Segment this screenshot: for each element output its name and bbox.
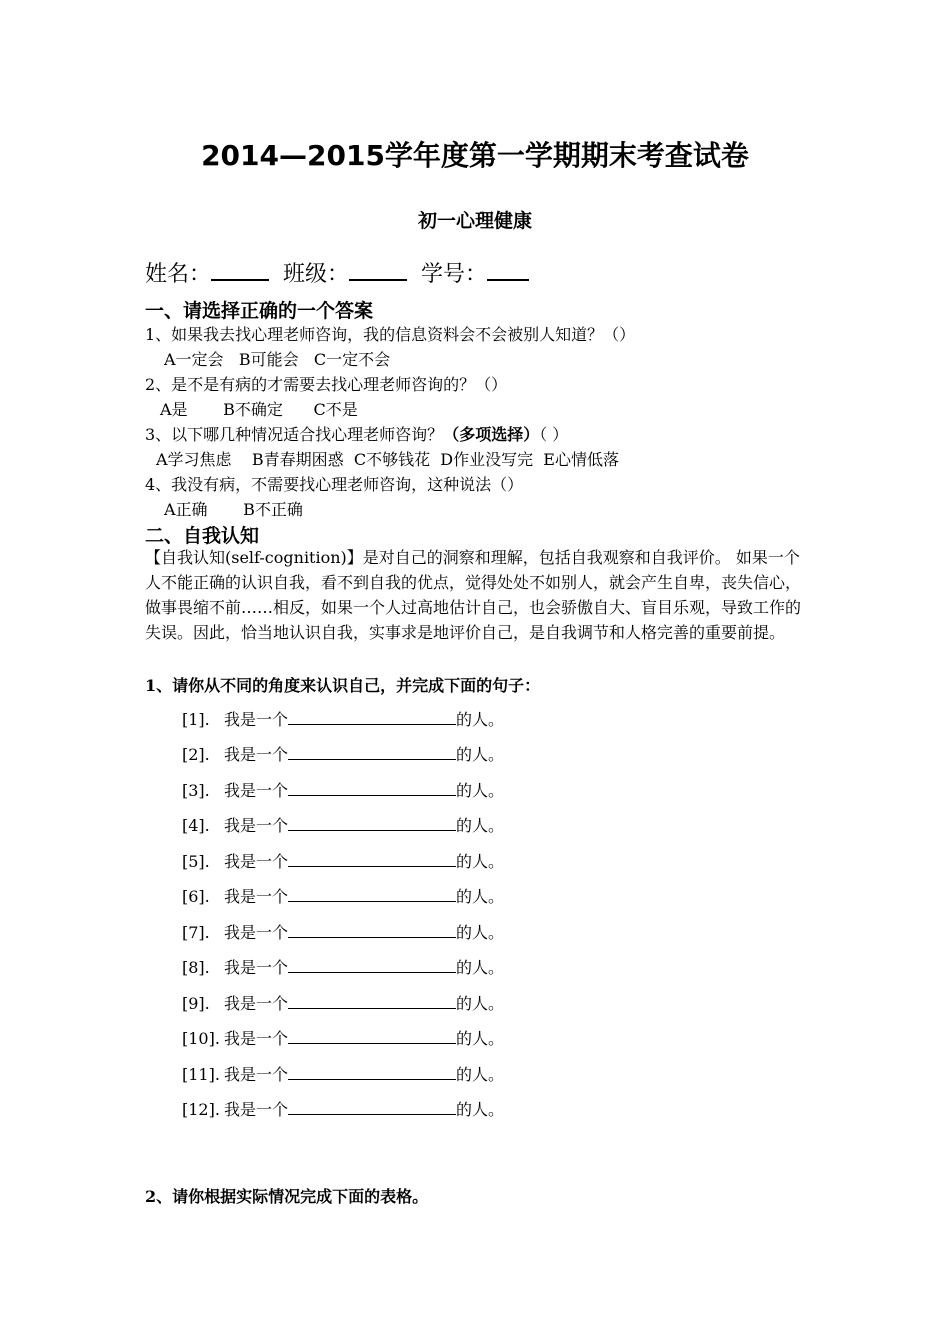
- question-1-options: [164, 347, 390, 370]
- sentence-row: [2]. 我是一个 的人。: [182, 745, 505, 764]
- task-2-instruction: 2、请你根据实际情况完成下面的表格。: [145, 1187, 429, 1206]
- option[interactable]: A正确: [164, 500, 208, 519]
- option[interactable]: C不够钱花: [353, 450, 431, 469]
- name-label: 姓名：: [145, 262, 212, 287]
- question-3-multi-note: （多项选择）: [443, 425, 540, 444]
- self-cognition-paragraph: 【自我认知(self-cognition)】是对自己的洞察和理解，包括自我观察和自我评价。 如果一个人不能正确的认识自我，看不到自我的优点，觉得处处不如别人，就会产生自卑，丧失信心，做事畏缩不前……相反，如果一个人过高地估计自己，也会骄傲自大、盲目乐观，导致工作的失误。因此，恰当地认识自我，实事求是地评价自己，是自我调节和人格完善的重要前提。: [145, 548, 802, 642]
- class-label: 班级：: [283, 262, 350, 287]
- option[interactable]: C不是: [313, 400, 358, 419]
- section2-heading: 二、自我认知: [145, 525, 260, 547]
- answer-blank[interactable]: [288, 745, 456, 760]
- id-label: 学号：: [421, 262, 488, 287]
- question-4-options: [164, 497, 303, 520]
- option[interactable]: A是: [160, 400, 188, 419]
- option[interactable]: E心情低落: [543, 450, 619, 469]
- sentence-row: [4]. 我是一个 的人。: [182, 816, 505, 835]
- option[interactable]: B青春期困惑: [251, 450, 344, 469]
- option[interactable]: B不确定: [223, 400, 283, 419]
- class-blank[interactable]: [349, 261, 407, 281]
- option[interactable]: B不正确: [243, 500, 303, 519]
- answer-blank[interactable]: [288, 852, 456, 867]
- sentence-row: [11]. 我是一个 的人。: [182, 1065, 505, 1084]
- question-1: 1、如果我去找心理老师咨询，我的信息资料会不会被别人知道？（）: [145, 325, 636, 344]
- answer-blank[interactable]: [288, 1065, 456, 1080]
- answer-blank[interactable]: [288, 710, 456, 725]
- sentence-row: [12]. 我是一个 的人。: [182, 1100, 505, 1119]
- answer-blank[interactable]: [288, 781, 456, 796]
- answer-blank[interactable]: [288, 994, 456, 1009]
- id-blank[interactable]: [487, 261, 529, 281]
- question-4: 4、我没有病，不需要找心理老师咨询，这种说法（）: [145, 475, 524, 494]
- answer-blank[interactable]: [288, 1029, 456, 1044]
- student-info: [145, 257, 529, 288]
- option[interactable]: C一定不会: [313, 350, 391, 369]
- option[interactable]: A学习焦虑: [156, 450, 232, 469]
- sentence-row: [9]. 我是一个 的人。: [182, 994, 505, 1013]
- answer-blank[interactable]: [288, 887, 456, 902]
- option[interactable]: A一定会: [164, 350, 224, 369]
- question-3: [145, 422, 568, 445]
- question-2: 2、是不是有病的才需要去找心理老师咨询的？（）: [145, 375, 508, 394]
- answer-blank[interactable]: [288, 923, 456, 938]
- page-subtitle: 初一心理健康: [417, 210, 532, 232]
- option[interactable]: D作业没写完: [440, 450, 534, 469]
- question-2-options: [160, 397, 358, 420]
- page-title: 2014—2015学年度第一学期期末考查试卷: [201, 139, 749, 172]
- question-3-options: [156, 447, 619, 470]
- answer-blank[interactable]: [288, 816, 456, 831]
- answer-blank[interactable]: [288, 958, 456, 973]
- answer-blank[interactable]: [288, 1100, 456, 1115]
- sentence-row: [1]. 我是一个 的人。: [182, 710, 505, 729]
- task-1-instruction: 1、请你从不同的角度来认识自己，并完成下面的句子：: [145, 676, 541, 695]
- option[interactable]: B可能会: [238, 350, 299, 369]
- sentence-row: [10]. 我是一个 的人。: [182, 1029, 505, 1048]
- name-blank[interactable]: [211, 261, 269, 281]
- sentence-row: [6]. 我是一个 的人。: [182, 887, 505, 906]
- section1-heading: 一、请选择正确的一个答案: [145, 300, 374, 322]
- sentence-row: [7]. 我是一个 的人。: [182, 923, 505, 942]
- sentence-row: [3]. 我是一个 的人。: [182, 781, 505, 800]
- question-3-text: 3、以下哪几种情况适合找心理老师咨询？: [145, 425, 444, 444]
- question-3-answer-slot: （ ）: [539, 425, 569, 444]
- sentence-row: [5]. 我是一个 的人。: [182, 852, 505, 871]
- sentence-row: [8]. 我是一个 的人。: [182, 958, 505, 977]
